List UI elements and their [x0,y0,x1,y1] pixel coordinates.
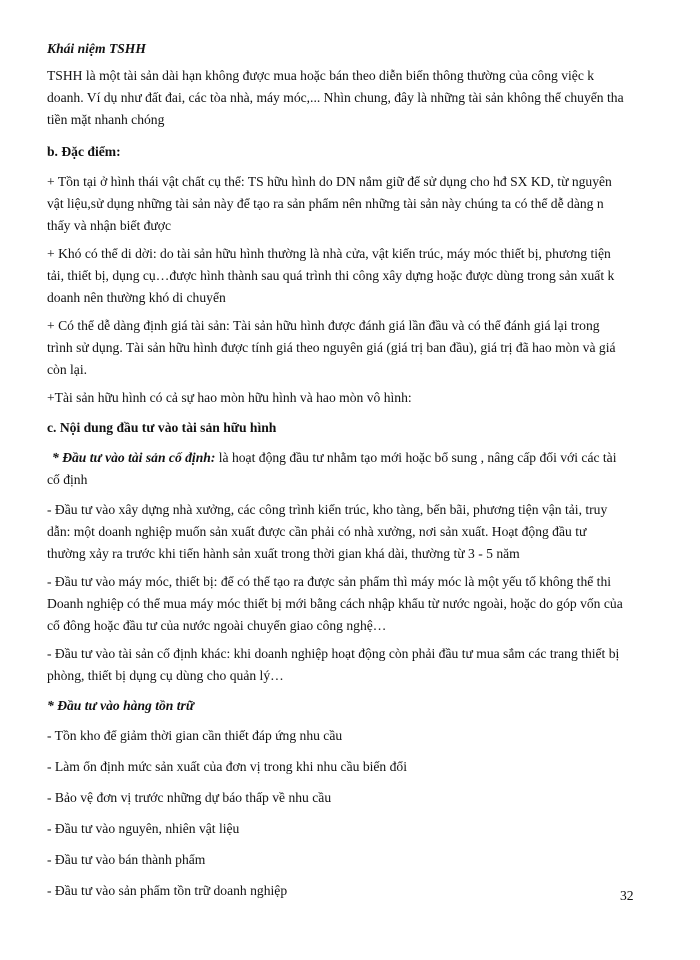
feature2-line-1: + Khó có thể di dời: do tài sản hữu hình thường là nhà cửa, vật kiến trúc, máy móc thiết bị, phương tiện [47,246,611,261]
concept-line-1: TSHH là một tài sản dài hạn không được mua hoặc bán theo diễn biến thông thường của công việc k [47,68,595,83]
fixed-asset-label: * Đầu tư vào tài sản cố định: [52,450,216,465]
concept-line-3: tiền mặt nhanh chóng [47,112,165,127]
fixed-asset-text: là hoạt động đầu tư nhằm tạo mới hoặc bổ sung , nâng cấp đối với các tài [215,450,617,465]
inventory-item: - Đầu tư vào sản phẩm tồn trữ doanh nghiệp [47,883,288,898]
inventory-item: - Làm ổn định mức sản xuất của đơn vị trong khi nhu cầu biến đổi [47,759,407,774]
inventory-item: - Bảo vệ đơn vị trước những dự báo thấp về nhu cầu [47,790,332,805]
feature2-line-2: tải, thiết bị, dụng cụ…được hình thành sau quá trình thi công xây dựng hoặc được dùng trong sản xuất k [47,268,615,283]
heading-concept: Khái niệm TSHH [47,41,146,56]
feature2-line-3: doanh nên thường khó di chuyển [47,290,226,305]
other-assets-line-1: - Đầu tư vào tài sản cố định khác: khi doanh nghiệp hoạt động còn phải đầu tư mua sắm các trang thiết bị [47,646,620,661]
fixed-asset-line-2: cố định [47,472,88,487]
feature3-line-2: trình sử dụng. Tài sản hữu hình được tính giá theo nguyên giá (giá trị ban đầu), giá trị đã hao mòn và giá [47,340,616,355]
feature1-line-1: + Tồn tại ở hình thái vật chất cụ thể: TS hữu hình do DN nắm giữ để sử dụng cho hđ SX KD, từ nguyên [47,174,612,189]
inventory-item: - Đầu tư vào bán thành phẩm [47,852,206,867]
machinery-line-1: - Đầu tư vào máy móc, thiết bị: để có thể tạo ra được sản phẩm thì máy móc là một yếu tố không thể thi [47,574,612,589]
page-number: 32 [620,888,634,903]
feature3-line-1: + Có thể dễ dàng định giá tài sản: Tài sản hữu hình được đánh giá lần đầu và có thể đánh giá lại trong [47,318,600,333]
fixed-asset-line-1 [52,450,617,466]
heading-content: c. Nội dung đầu tư vào tài sản hữu hình [47,420,277,435]
machinery-line-3: cổ đông hoặc đầu tư của nước ngoài chuyển giao công nghệ… [47,618,387,633]
inventory-item: - Đầu tư vào nguyên, nhiên vật liệu [47,821,240,836]
machinery-line-2: Doanh nghiệp có thể mua máy móc thiết bị mới bằng cách nhập khẩu từ nước ngoài, hoặc do góp vốn của [47,596,623,611]
feature4-line: +Tài sản hữu hình có cả sự hao mòn hữu hình và hao mòn vô hình: [47,390,412,405]
construction-line-3: thường xảy ra trước khi tiến hành sản xuất trong thời gian khá dài, thường từ 3 - 5 năm [47,546,520,561]
feature1-line-2: vật liệu,sử dụng những tài sản này để tạo ra sản phẩm nên những tài sản này chúng ta có thể dễ dàng n [47,196,604,211]
feature1-line-3: thấy và nhận biết được [47,218,172,233]
other-assets-line-2: phòng, thiết bị dụng cụ dùng cho quản lý… [47,668,284,683]
feature3-line-3: còn lại. [47,362,88,377]
construction-line-2: dẫn: một doanh nghiệp muốn sản xuất được cần phải có nhà xưởng, nơi sản xuất. Hoạt động đầu tư [47,524,587,539]
heading-features: b. Đặc điểm: [47,144,121,159]
inventory-item: - Tồn kho để giảm thời gian cần thiết đáp ứng nhu cầu [47,728,343,743]
concept-line-2: doanh. Ví dụ như đất đai, các tòa nhà, máy móc,... Nhìn chung, đây là những tài sản không thể chuyển tha [47,90,624,105]
heading-inventory: * Đầu tư vào hàng tồn trữ [47,698,194,713]
construction-line-1: - Đầu tư vào xây dựng nhà xưởng, các công trình kiến trúc, kho tàng, bến bãi, phương tiện vận tải, truy [47,502,608,517]
